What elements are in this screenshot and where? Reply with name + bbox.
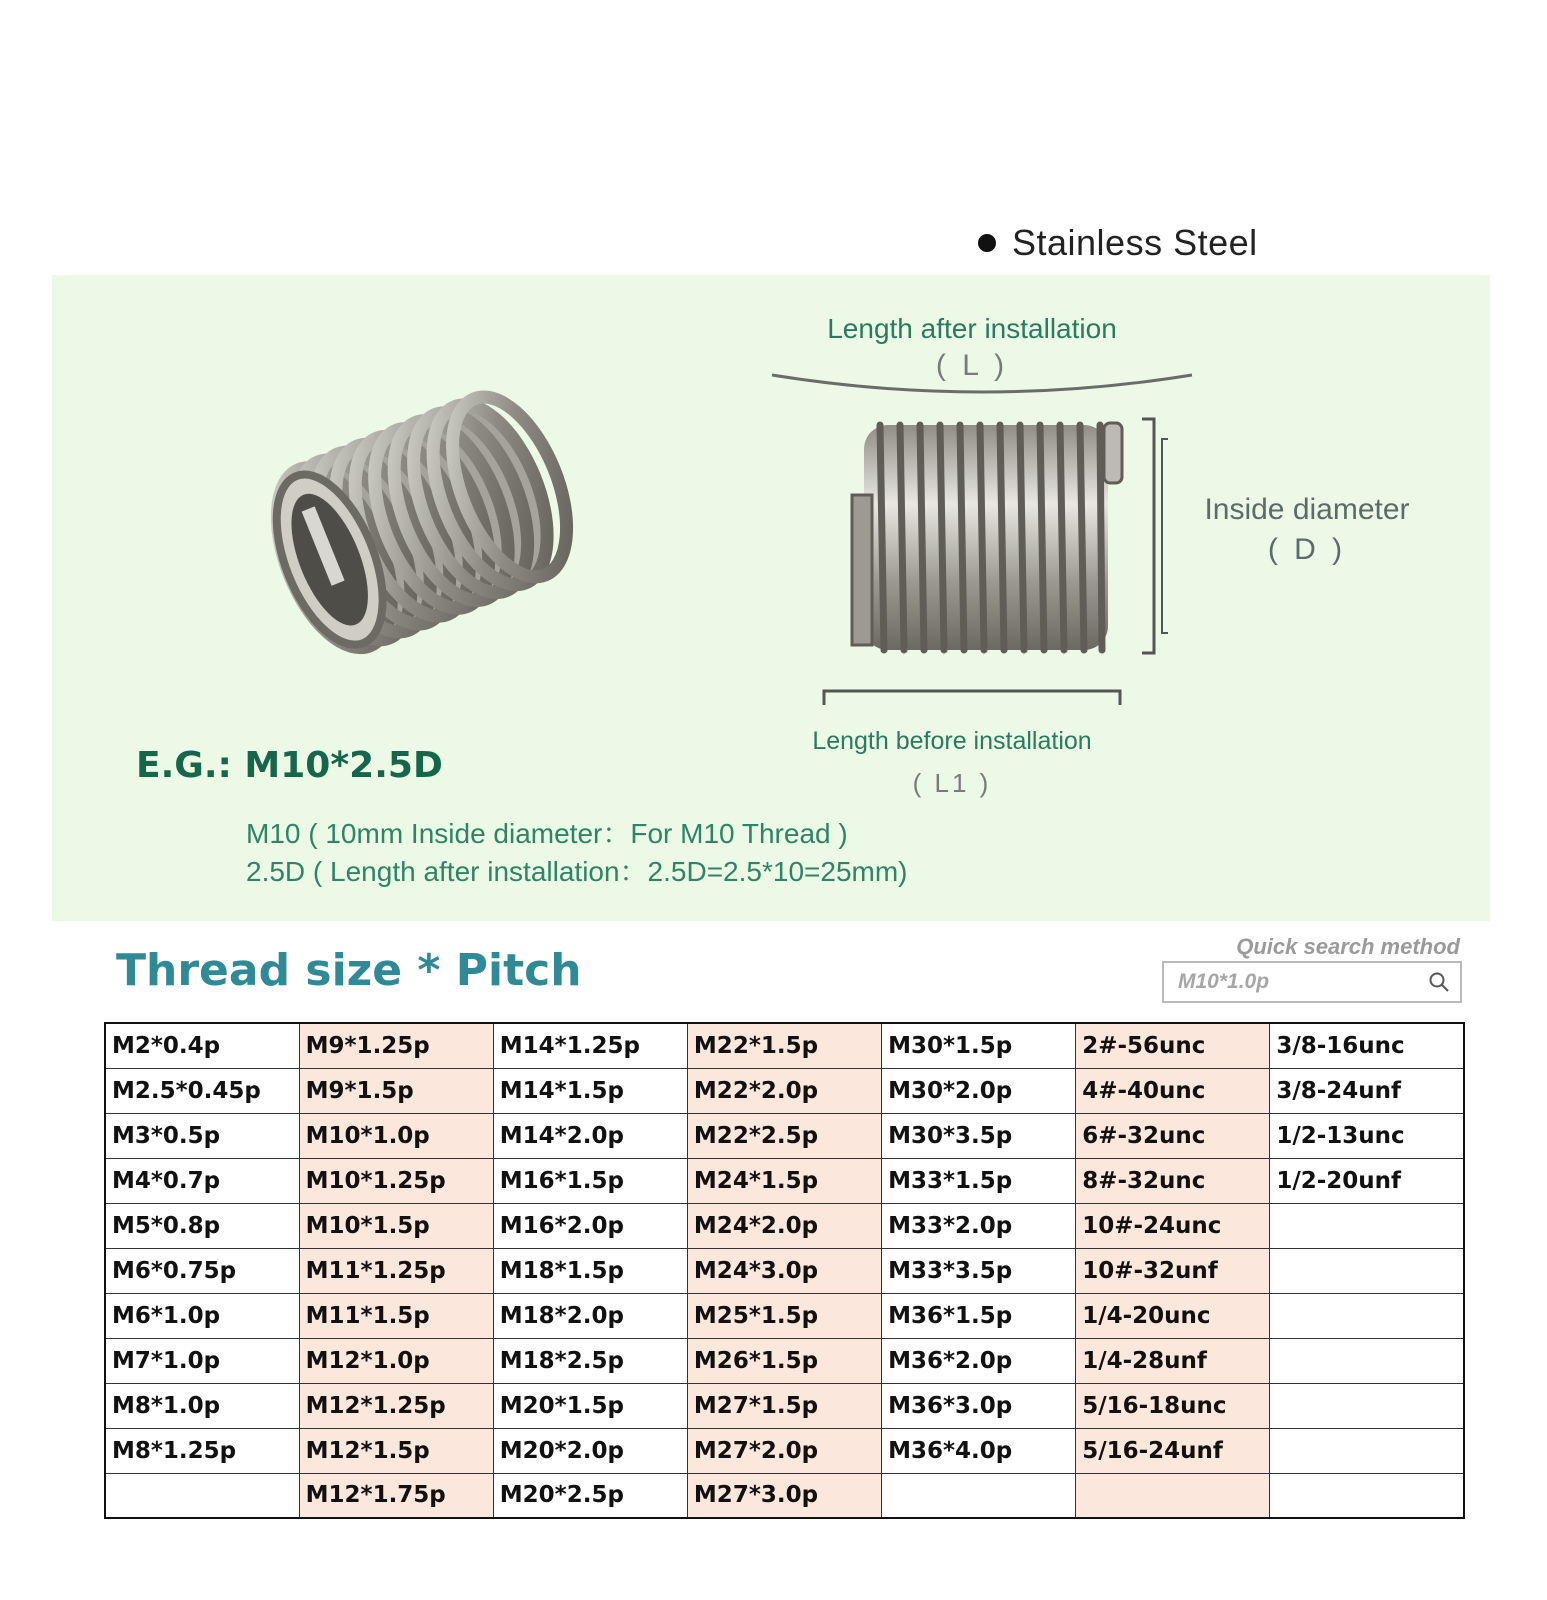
quick-search-label: Quick search method	[1236, 934, 1460, 959]
table-row	[105, 1068, 1464, 1113]
thread-size-cell: M14*1.25p	[493, 1023, 687, 1068]
table-row	[105, 1293, 1464, 1338]
example-description	[246, 815, 908, 891]
diameter-bracket	[1140, 417, 1170, 657]
thread-size-cell: M3*0.5p	[105, 1113, 299, 1158]
thread-size-cell: M36*4.0p	[882, 1428, 1076, 1473]
table-row	[105, 1158, 1464, 1203]
thread-size-cell: M27*3.0p	[687, 1473, 881, 1518]
thread-size-cell: 10#-32unf	[1076, 1248, 1270, 1293]
thread-size-cell: M18*1.5p	[493, 1248, 687, 1293]
thread-size-cell: M24*1.5p	[687, 1158, 881, 1203]
length-before-text: Length before installation	[812, 727, 1092, 755]
inside-diameter-label	[1182, 493, 1432, 567]
thread-size-cell: M20*1.5p	[493, 1383, 687, 1428]
thread-size-cell: M9*1.25p	[299, 1023, 493, 1068]
thread-size-cell: M33*2.0p	[882, 1203, 1076, 1248]
thread-size-cell: M18*2.5p	[493, 1338, 687, 1383]
length-before-symbol: ( L1 )	[912, 768, 992, 798]
thread-size-cell: M27*1.5p	[687, 1383, 881, 1428]
thread-size-cell: M6*1.0p	[105, 1293, 299, 1338]
thread-size-cell: M33*1.5p	[882, 1158, 1076, 1203]
table-row	[105, 1113, 1464, 1158]
thread-size-cell: M2.5*0.45p	[105, 1068, 299, 1113]
thread-size-cell: M16*1.5p	[493, 1158, 687, 1203]
table-row	[105, 1383, 1464, 1428]
thread-size-cell: 5/16-24unf	[1076, 1428, 1270, 1473]
thread-size-cell: M36*3.0p	[882, 1383, 1076, 1428]
thread-size-cell: 1/2-13unc	[1270, 1113, 1464, 1158]
thread-size-cell: M30*2.0p	[882, 1068, 1076, 1113]
coil-insert-side-image	[812, 415, 1132, 665]
table-row	[105, 1023, 1464, 1068]
thread-size-cell: M22*2.5p	[687, 1113, 881, 1158]
material-text: Stainless Steel	[1012, 222, 1258, 263]
thread-size-table	[104, 1022, 1465, 1519]
thread-size-cell: M12*1.75p	[299, 1473, 493, 1518]
length-after-text: Length after installation	[827, 313, 1117, 344]
thread-size-cell: M20*2.0p	[493, 1428, 687, 1473]
thread-size-cell: M20*2.5p	[493, 1473, 687, 1518]
thread-size-cell	[1076, 1473, 1270, 1518]
thread-size-cell: M18*2.0p	[493, 1293, 687, 1338]
thread-size-cell: M12*1.5p	[299, 1428, 493, 1473]
thread-size-cell: M2*0.4p	[105, 1023, 299, 1068]
example-title: E.G.: M10*2.5D	[136, 745, 443, 786]
inside-diameter-text: Inside diameter	[1204, 493, 1410, 526]
length-after-symbol: ( L )	[935, 349, 1009, 382]
thread-size-cell: M30*1.5p	[882, 1023, 1076, 1068]
thread-size-cell: M14*1.5p	[493, 1068, 687, 1113]
thread-size-cell: 1/4-20unc	[1076, 1293, 1270, 1338]
thread-size-cell	[1270, 1473, 1464, 1518]
material-label	[978, 222, 1258, 264]
thread-size-cell: M24*3.0p	[687, 1248, 881, 1293]
thread-size-cell: M10*1.5p	[299, 1203, 493, 1248]
thread-size-cell: M22*1.5p	[687, 1023, 881, 1068]
thread-size-cell: 3/8-16unc	[1270, 1023, 1464, 1068]
thread-size-cell: M25*1.5p	[687, 1293, 881, 1338]
thread-size-cell: M8*1.0p	[105, 1383, 299, 1428]
thread-size-cell: M30*3.5p	[882, 1113, 1076, 1158]
product-panel	[52, 275, 1490, 921]
table-row	[105, 1428, 1464, 1473]
table-row	[105, 1473, 1464, 1518]
thread-size-cell: 4#-40unc	[1076, 1068, 1270, 1113]
thread-size-cell: M11*1.25p	[299, 1248, 493, 1293]
thread-size-cell: 6#-32unc	[1076, 1113, 1270, 1158]
example-line-2: 2.5D ( Length after installation：2.5D=2.5*10=25mm)	[246, 856, 908, 887]
thread-size-cell: 10#-24unc	[1076, 1203, 1270, 1248]
thread-size-cell: M8*1.25p	[105, 1428, 299, 1473]
table-row	[105, 1338, 1464, 1383]
thread-size-cell: M11*1.5p	[299, 1293, 493, 1338]
inside-diameter-symbol: ( D )	[1267, 533, 1347, 566]
thread-size-cell: M10*1.0p	[299, 1113, 493, 1158]
quick-search-placeholder: M10*1.0p	[1178, 970, 1270, 993]
thread-size-cell: M22*2.0p	[687, 1068, 881, 1113]
bullet-icon	[978, 234, 996, 252]
thread-size-cell	[105, 1473, 299, 1518]
thread-size-cell: M12*1.25p	[299, 1383, 493, 1428]
thread-size-cell	[1270, 1338, 1464, 1383]
length-arc	[762, 367, 1202, 407]
thread-size-cell	[1270, 1383, 1464, 1428]
example-line-1: M10 ( 10mm Inside diameter：For M10 Thread )	[246, 818, 848, 849]
thread-size-cell	[882, 1473, 1076, 1518]
thread-size-cell: M7*1.0p	[105, 1338, 299, 1383]
thread-size-cell	[1270, 1428, 1464, 1473]
thread-size-cell	[1270, 1248, 1464, 1293]
thread-size-cell	[1270, 1293, 1464, 1338]
thread-size-cell: 2#-56unc	[1076, 1023, 1270, 1068]
thread-size-cell: M16*2.0p	[493, 1203, 687, 1248]
thread-size-cell: M9*1.5p	[299, 1068, 493, 1113]
coil-insert-angled-image	[222, 355, 582, 695]
thread-size-cell: M36*2.0p	[882, 1338, 1076, 1383]
quick-search-input[interactable]	[1162, 961, 1462, 1003]
thread-size-cell: M24*2.0p	[687, 1203, 881, 1248]
thread-size-cell: 3/8-24unf	[1270, 1068, 1464, 1113]
thread-size-cell: M36*1.5p	[882, 1293, 1076, 1338]
thread-size-cell: 8#-32unc	[1076, 1158, 1270, 1203]
thread-size-cell: M33*3.5p	[882, 1248, 1076, 1293]
length-before-bracket	[822, 689, 1122, 709]
thread-size-cell: M4*0.7p	[105, 1158, 299, 1203]
thread-size-cell: M12*1.0p	[299, 1338, 493, 1383]
length-before-label	[772, 727, 1132, 799]
thread-size-cell	[1270, 1203, 1464, 1248]
thread-size-cell: M26*1.5p	[687, 1338, 881, 1383]
thread-size-cell: M6*0.75p	[105, 1248, 299, 1293]
search-icon[interactable]	[1428, 971, 1450, 993]
thread-size-cell: M5*0.8p	[105, 1203, 299, 1248]
thread-size-cell: 1/4-28unf	[1076, 1338, 1270, 1383]
thread-size-cell: M14*2.0p	[493, 1113, 687, 1158]
table-row	[105, 1203, 1464, 1248]
thread-size-cell: M27*2.0p	[687, 1428, 881, 1473]
table-row	[105, 1248, 1464, 1293]
thread-size-cell: M10*1.25p	[299, 1158, 493, 1203]
thread-size-cell: 1/2-20unf	[1270, 1158, 1464, 1203]
thread-size-cell: 5/16-18unc	[1076, 1383, 1270, 1428]
table-heading: Thread size * Pitch	[116, 945, 582, 996]
